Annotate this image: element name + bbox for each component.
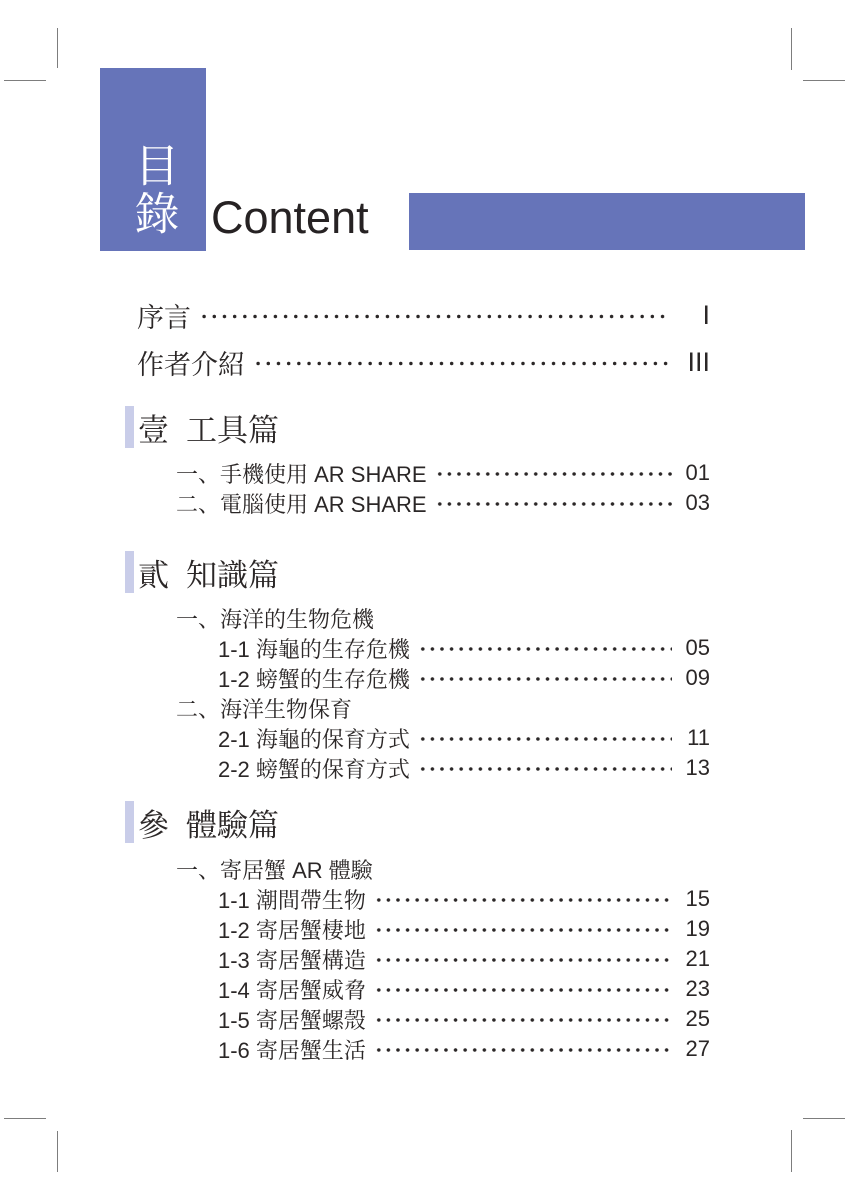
title-block <box>100 68 206 251</box>
crop-mark-bottom-right-horizontal <box>803 1118 845 1119</box>
page-number: 13 <box>685 755 710 780</box>
section-accent-bar <box>125 551 134 593</box>
section-header <box>0 550 848 594</box>
toc-entry-label: 1-1 海龜的生存危機 <box>218 636 410 662</box>
toc-entry <box>0 723 848 753</box>
page-number: I <box>702 300 710 330</box>
toc-entry-label: 一、手機使用 AR SHARE <box>176 461 427 487</box>
crop-mark-top-right-horizontal <box>803 80 845 81</box>
toc <box>0 292 848 1064</box>
dot-leader <box>374 896 672 904</box>
toc-entry-label: 1-4 寄居蟹威脅 <box>218 977 366 1003</box>
page-number: 03 <box>685 490 710 515</box>
dot-leader <box>374 986 672 994</box>
section-title: 工具篇 <box>186 412 279 448</box>
toc-entry-label: 1-3 寄居蟹構造 <box>218 947 366 973</box>
page-number: 27 <box>685 1036 710 1061</box>
section-title: 知識篇 <box>186 557 279 593</box>
toc-entry-label: 1-1 潮間帶生物 <box>218 887 366 913</box>
toc-entry-label: 1-2 寄居蟹棲地 <box>218 917 366 943</box>
page-number: 19 <box>685 916 710 941</box>
crop-mark-bottom-left-horizontal <box>4 1118 46 1119</box>
dot-leader <box>418 765 672 773</box>
section-numeral: 貳 <box>138 557 169 593</box>
crop-mark-bottom-right-vertical <box>791 1130 792 1172</box>
page-number: 11 <box>687 725 710 750</box>
section-accent-bar <box>125 801 134 843</box>
toc-entry-label: 1-5 寄居蟹螺殼 <box>218 1007 366 1033</box>
page-number: 01 <box>685 460 710 485</box>
toc-entry-label: 1-6 寄居蟹生活 <box>218 1037 366 1063</box>
page-number: 25 <box>685 1006 710 1031</box>
section-accent-bar <box>125 406 134 448</box>
toc-entry-label: 一、海洋的生物危機 <box>176 606 375 632</box>
section-header <box>0 405 848 449</box>
toc-entry-label: 2-1 海龜的保育方式 <box>218 726 410 752</box>
dot-leader <box>418 675 672 683</box>
section-title: 體驗篇 <box>186 807 279 843</box>
toc-entry-label: 作者介紹 <box>137 350 245 380</box>
section-numeral: 壹 <box>138 412 169 448</box>
dot-leader <box>374 1016 672 1024</box>
toc-entry <box>0 488 848 518</box>
toc-entry <box>0 974 848 1004</box>
header-accent-bar <box>409 193 805 250</box>
toc-entry <box>0 753 848 783</box>
toc-entry <box>0 1004 848 1034</box>
dot-leader <box>435 500 672 508</box>
toc-sections <box>0 405 848 1064</box>
page-title-en: Content <box>211 192 369 243</box>
page-number: 15 <box>685 886 710 911</box>
crop-mark-bottom-left-vertical <box>57 1131 58 1172</box>
toc-entry-label: 一、寄居蟹 AR 體驗 <box>176 857 373 883</box>
dot-leader <box>374 1046 672 1054</box>
toc-entry-label: 二、海洋生物保育 <box>176 696 353 722</box>
section-items <box>0 458 848 518</box>
crop-mark-top-left-horizontal <box>4 80 46 81</box>
toc-entry <box>0 944 848 974</box>
section-numeral: 參 <box>138 807 169 843</box>
toc-entry <box>0 854 848 884</box>
dot-leader <box>418 645 672 653</box>
dot-leader <box>374 926 672 934</box>
toc-entry-label: 二、電腦使用 AR SHARE <box>176 491 427 517</box>
dot-leader <box>418 735 672 743</box>
toc-entry <box>0 292 848 339</box>
page-title-cjk: 目錄 <box>127 142 179 238</box>
toc-entry <box>0 1034 848 1064</box>
dot-leader <box>253 359 668 368</box>
toc-entry <box>0 693 848 723</box>
toc-entry-label: 1-2 螃蟹的生存危機 <box>218 666 410 692</box>
toc-section <box>0 550 848 783</box>
toc-entry <box>0 914 848 944</box>
toc-entry-label: 序言 <box>137 303 191 333</box>
toc-entry <box>0 339 848 386</box>
toc-entry <box>0 633 848 663</box>
toc-entry <box>0 458 848 488</box>
page-number: III <box>687 347 710 377</box>
toc-section <box>0 405 848 518</box>
crop-mark-top-left-vertical <box>57 28 58 68</box>
toc-entry <box>0 663 848 693</box>
page-number: 21 <box>685 946 710 971</box>
toc-entry-label: 2-2 螃蟹的保育方式 <box>218 756 410 782</box>
front-matter <box>0 292 848 386</box>
section-items <box>0 603 848 783</box>
section-items <box>0 854 848 1064</box>
toc-entry <box>0 603 848 633</box>
toc-entry <box>0 884 848 914</box>
page-number: 09 <box>685 665 710 690</box>
dot-leader <box>435 470 672 478</box>
crop-mark-top-right-vertical <box>791 28 792 70</box>
dot-leader <box>374 956 672 964</box>
page-number: 23 <box>685 976 710 1001</box>
toc-section <box>0 800 848 1064</box>
section-header <box>0 800 848 844</box>
page-number: 05 <box>685 635 710 660</box>
dot-leader <box>199 312 668 321</box>
